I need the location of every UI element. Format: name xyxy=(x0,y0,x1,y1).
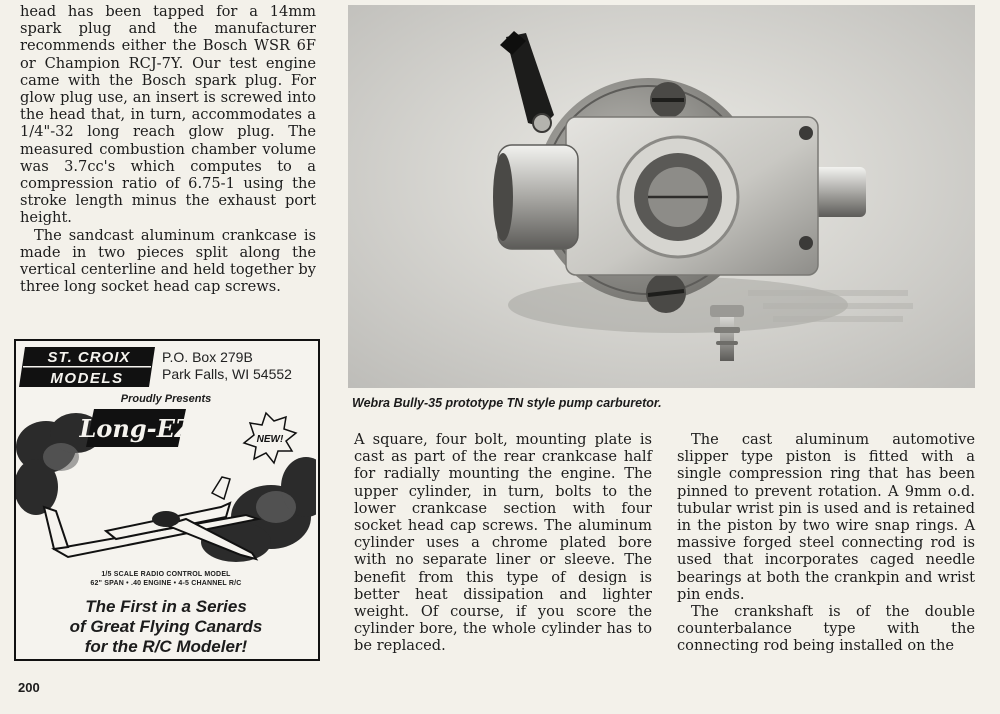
tagline-line: The First in a Series xyxy=(85,597,247,616)
photo-caption: Webra Bully-35 prototype TN style pump carburetor. xyxy=(352,396,662,410)
product-title xyxy=(79,409,194,447)
right-text-column xyxy=(677,431,975,655)
logo-text-line1: ST. CROIX xyxy=(47,349,131,366)
carburetor-photo xyxy=(348,5,975,388)
st-croix-advertisement xyxy=(14,339,320,661)
spec-line: 62" SPAN • .40 ENGINE • 4-5 CHANNEL R/C xyxy=(90,580,242,587)
ad-address xyxy=(162,349,292,383)
paragraph: head has been tapped for a 14mm spark plug and the manufacturer recommends either the Bosch WSR 6F or Champion RCJ-7Y. Our test engine came with the Bosch spark plug. For glow plug use, an insert is screwed into the head that, in turn, accommodates a 1/4"-32 long reach glow plug. The measured combustion chamber volume was 3.7cc's which computes to a compression ratio of 6.75-1 using the stroke length minus the exhaust port height. xyxy=(20,3,316,227)
page-number: 200 xyxy=(18,680,40,695)
svg-text:NEW!: NEW! xyxy=(256,434,284,445)
address-line: P.O. Box 279B xyxy=(162,349,253,365)
new-badge xyxy=(244,413,296,463)
address-line: Park Falls, WI 54552 xyxy=(162,366,292,382)
spec-line: 1/5 SCALE RADIO CONTROL MODEL xyxy=(101,571,231,578)
svg-text:Long-EZ: Long-EZ xyxy=(79,414,193,443)
ad-spec xyxy=(16,570,316,588)
left-text-column xyxy=(20,3,316,295)
paragraph: The sandcast aluminum crankcase is made in two pieces split along the vertical centerline and held together by three long socket head cap screws. xyxy=(20,226,316,296)
long-ez-airplane-illustration xyxy=(16,407,316,579)
paragraph: The cast aluminum automotive slipper type piston is fitted with a single compression ring that has been pinned to prevent rotation. A 9mm o.d. tubular wrist pin is used and is retained in the piston by two wire snap rings. A massive forged steel connecting rod is used that incorporates caged needle bearings at both the crankpin and wrist pin ends. xyxy=(677,431,975,603)
airplane xyxy=(44,477,258,559)
ad-tagline xyxy=(16,597,316,657)
ad-presents: Proudly Presents xyxy=(120,393,212,405)
middle-text-column xyxy=(354,431,652,655)
paragraph: A square, four bolt, mounting plate is cast as part of the rear crankcase half for radially mounting the engine. The upper cylinder, in turn, bolts to the lower crankcase section with four socket head cap screws. The aluminum cylinder uses a chrome plated bore with no separate liner or sleeve. The benefit from this type of design is better heat dissipation and lighter weight. Of course, if you score the cylinder bore, the whole cylinder has to be replaced. xyxy=(354,431,652,655)
tagline-line: of Great Flying Canards xyxy=(69,617,263,636)
logo-text-line2: MODELS xyxy=(50,370,124,387)
tagline-line: for the R/C Modeler! xyxy=(84,637,248,656)
paragraph: The crankshaft is of the double counterbalance type with the connecting rod being installed on the xyxy=(677,603,975,655)
st-croix-logo xyxy=(19,345,159,389)
